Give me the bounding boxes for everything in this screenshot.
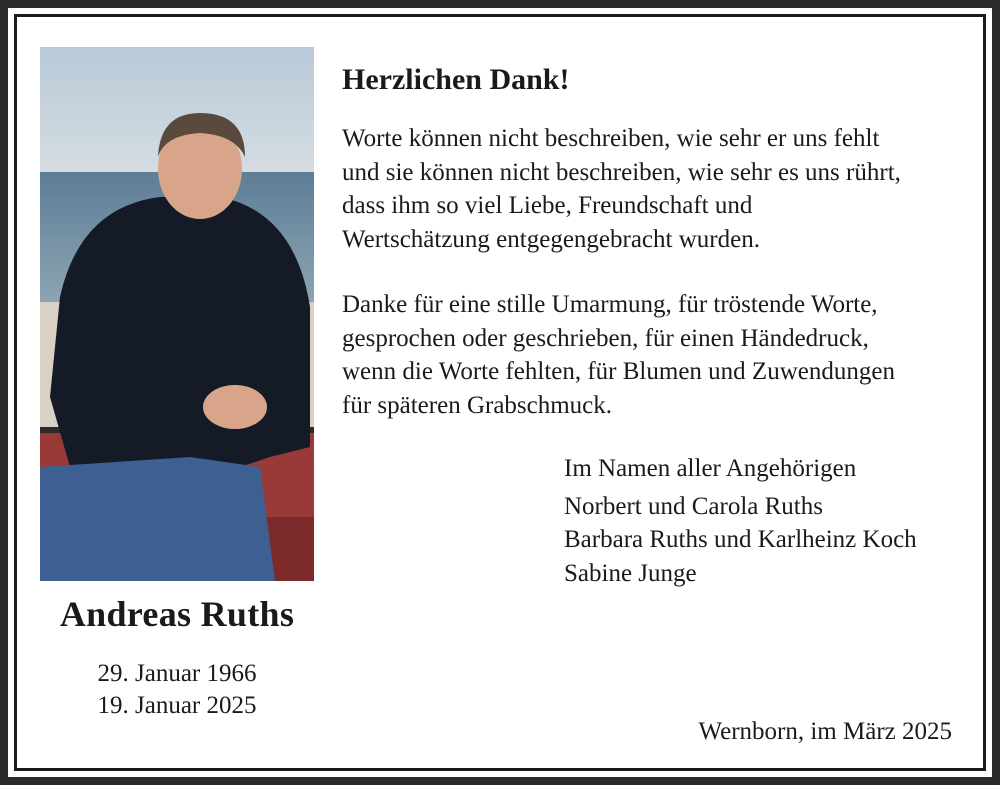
- text-line: für späteren Grabschmuck.: [342, 391, 613, 419]
- thanks-heading: Herzlichen Dank!: [342, 63, 570, 96]
- place-date: Wernborn, im März 2025: [698, 718, 952, 745]
- portrait-photo: [40, 47, 314, 581]
- signoff-intro: Im Namen aller Angehörigen: [564, 455, 857, 482]
- birth-date: 29. Januar 1966: [97, 660, 257, 687]
- family-member-line: Barbara Ruths und Karlheinz Koch: [564, 526, 917, 553]
- family-signoff: [564, 452, 917, 590]
- text-line: dass ihm so viel Liebe, Freundschaft und: [342, 192, 753, 219]
- memorial-card: [8, 8, 992, 777]
- text-line: Wertschätzung entgegengebracht wurden.: [342, 225, 760, 253]
- text-line: wenn die Worte fehlten, für Blumen und Zuwendungen: [342, 358, 895, 385]
- text-line: gesprochen oder geschrieben, für einen Händedruck,: [342, 324, 869, 352]
- life-dates: [40, 658, 314, 722]
- text-line: und sie können nicht beschreiben, wie sehr es uns rührt,: [342, 158, 901, 186]
- text-line: Danke für eine stille Umarmung, für tröstende Worte,: [342, 291, 878, 318]
- text-line: Worte können nicht beschreiben, wie sehr er uns fehlt: [342, 125, 880, 152]
- thanks-paragraph-1: [342, 122, 982, 256]
- family-member-line: Norbert und Carola Ruths: [564, 492, 823, 520]
- deceased-name: Andreas Ruths: [59, 594, 295, 634]
- thanks-paragraph-2: [342, 288, 982, 422]
- death-date: 19. Januar 2025: [97, 692, 257, 719]
- family-member-line: Sabine Junge: [564, 559, 697, 587]
